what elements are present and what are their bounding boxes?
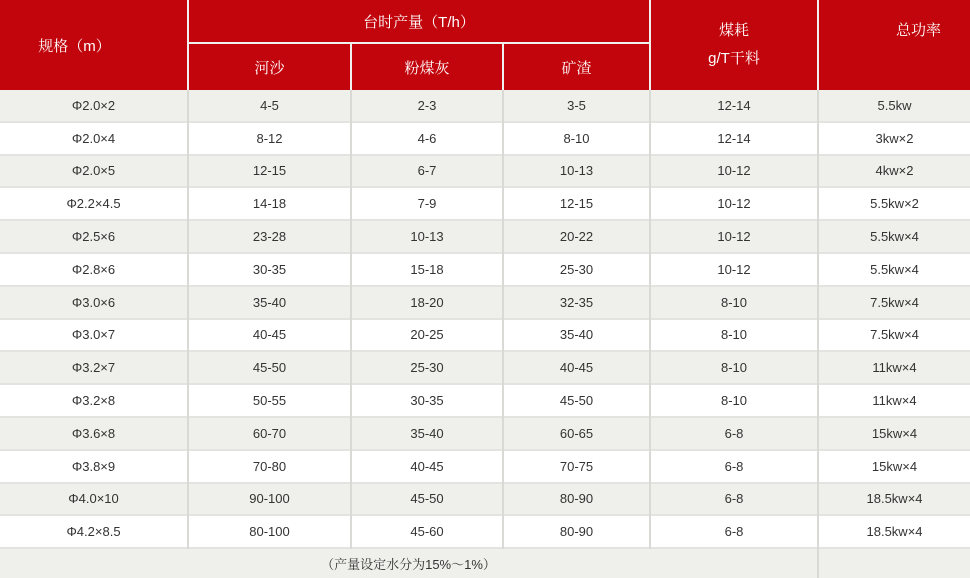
value-cell: 32-35 xyxy=(503,286,650,319)
col-header-power-label: 总功率 xyxy=(896,22,942,39)
spec-cell: Φ4.2×8.5 xyxy=(0,515,188,548)
value-cell: 6-8 xyxy=(650,483,818,516)
value-cell: 35-40 xyxy=(503,319,650,352)
value-cell: 20-22 xyxy=(503,220,650,253)
value-cell: 11kw×4 xyxy=(818,351,970,384)
value-cell: 4-5 xyxy=(188,90,351,122)
value-cell: 35-40 xyxy=(351,417,503,450)
table-row xyxy=(0,187,970,220)
table-row xyxy=(0,515,970,548)
value-cell: 10-12 xyxy=(650,155,818,188)
value-cell: 45-50 xyxy=(351,483,503,516)
spec-cell: Φ3.2×8 xyxy=(0,384,188,417)
value-cell: 11kw×4 xyxy=(818,384,970,417)
col-header-river-sand: 河沙 xyxy=(188,43,351,90)
value-cell: 30-35 xyxy=(188,253,351,286)
value-cell: 6-8 xyxy=(650,450,818,483)
value-cell: 10-13 xyxy=(503,155,650,188)
value-cell: 12-15 xyxy=(503,187,650,220)
value-cell: 5.5kw×4 xyxy=(818,253,970,286)
table-row xyxy=(0,220,970,253)
footer-row xyxy=(0,548,970,578)
value-cell: 5.5kw×4 xyxy=(818,220,970,253)
value-cell: 60-65 xyxy=(503,417,650,450)
value-cell: 10-12 xyxy=(650,187,818,220)
value-cell: 14-18 xyxy=(188,187,351,220)
table-row xyxy=(0,351,970,384)
value-cell: 18-20 xyxy=(351,286,503,319)
value-cell: 6-8 xyxy=(650,515,818,548)
value-cell: 3-5 xyxy=(503,90,650,122)
footer-empty-cell xyxy=(818,548,970,578)
spec-cell: Φ3.2×7 xyxy=(0,351,188,384)
value-cell: 18.5kw×4 xyxy=(818,483,970,516)
value-cell: 45-50 xyxy=(188,351,351,384)
value-cell: 20-25 xyxy=(351,319,503,352)
value-cell: 40-45 xyxy=(503,351,650,384)
spec-cell: Φ3.0×6 xyxy=(0,286,188,319)
value-cell: 6-8 xyxy=(650,417,818,450)
col-header-slag: 矿渣 xyxy=(503,43,650,90)
value-cell: 80-100 xyxy=(188,515,351,548)
value-cell: 18.5kw×4 xyxy=(818,515,970,548)
col-header-coal-line1: 煤耗 xyxy=(719,22,750,39)
value-cell: 4-6 xyxy=(351,122,503,155)
value-cell: 7.5kw×4 xyxy=(818,319,970,352)
value-cell: 70-80 xyxy=(188,450,351,483)
value-cell: 3kw×2 xyxy=(818,122,970,155)
table-body xyxy=(0,90,970,548)
table-row xyxy=(0,122,970,155)
value-cell: 40-45 xyxy=(351,450,503,483)
value-cell: 45-60 xyxy=(351,515,503,548)
value-cell: 7.5kw×4 xyxy=(818,286,970,319)
value-cell: 30-35 xyxy=(351,384,503,417)
table-row xyxy=(0,155,970,188)
value-cell: 80-90 xyxy=(503,483,650,516)
table-row xyxy=(0,286,970,319)
col-header-spec: 规格（m） xyxy=(0,0,188,90)
value-cell: 5.5kw xyxy=(818,90,970,122)
value-cell: 10-12 xyxy=(650,253,818,286)
value-cell: 10-12 xyxy=(650,220,818,253)
value-cell: 8-10 xyxy=(650,319,818,352)
value-cell: 80-90 xyxy=(503,515,650,548)
spec-cell: Φ2.0×4 xyxy=(0,122,188,155)
value-cell: 5.5kw×2 xyxy=(818,187,970,220)
value-cell: 8-10 xyxy=(650,351,818,384)
header-row-1 xyxy=(0,0,970,43)
value-cell: 40-45 xyxy=(188,319,351,352)
table-row xyxy=(0,384,970,417)
table-row xyxy=(0,90,970,122)
value-cell: 8-10 xyxy=(503,122,650,155)
spec-cell: Φ4.0×10 xyxy=(0,483,188,516)
value-cell: 6-7 xyxy=(351,155,503,188)
spec-cell: Φ3.6×8 xyxy=(0,417,188,450)
value-cell: 10-13 xyxy=(351,220,503,253)
value-cell: 7-9 xyxy=(351,187,503,220)
value-cell: 12-14 xyxy=(650,90,818,122)
value-cell: 8-12 xyxy=(188,122,351,155)
table-row xyxy=(0,450,970,483)
spec-cell: Φ2.2×4.5 xyxy=(0,187,188,220)
footer-note: （产量设定水分为15%～1%） xyxy=(0,548,818,578)
col-header-coal xyxy=(650,0,818,90)
value-cell: 15kw×4 xyxy=(818,450,970,483)
value-cell: 4kw×2 xyxy=(818,155,970,188)
spec-cell: Φ3.8×9 xyxy=(0,450,188,483)
header-spacer xyxy=(867,45,970,73)
spec-cell: Φ3.0×7 xyxy=(0,319,188,352)
table-row xyxy=(0,319,970,352)
spec-cell: Φ2.8×6 xyxy=(0,253,188,286)
col-header-fly-ash: 粉煤灰 xyxy=(351,43,503,90)
value-cell: 8-10 xyxy=(650,384,818,417)
col-header-coal-line2: g/T干料 xyxy=(708,50,760,67)
value-cell: 12-15 xyxy=(188,155,351,188)
value-cell: 45-50 xyxy=(503,384,650,417)
value-cell: 15-18 xyxy=(351,253,503,286)
spec-cell: Φ2.5×6 xyxy=(0,220,188,253)
spec-cell: Φ2.0×2 xyxy=(0,90,188,122)
value-cell: 50-55 xyxy=(188,384,351,417)
value-cell: 25-30 xyxy=(503,253,650,286)
value-cell: 15kw×4 xyxy=(818,417,970,450)
col-header-output-group: 台时产量（T/h） xyxy=(188,0,650,43)
table-row xyxy=(0,253,970,286)
table-row xyxy=(0,483,970,516)
table-row xyxy=(0,417,970,450)
value-cell: 25-30 xyxy=(351,351,503,384)
table-header xyxy=(0,0,970,90)
value-cell: 60-70 xyxy=(188,417,351,450)
value-cell: 70-75 xyxy=(503,450,650,483)
value-cell: 23-28 xyxy=(188,220,351,253)
col-header-power xyxy=(818,0,970,90)
value-cell: 2-3 xyxy=(351,90,503,122)
value-cell: 8-10 xyxy=(650,286,818,319)
spec-cell: Φ2.0×5 xyxy=(0,155,188,188)
value-cell: 35-40 xyxy=(188,286,351,319)
value-cell: 12-14 xyxy=(650,122,818,155)
value-cell: 90-100 xyxy=(188,483,351,516)
table-footer xyxy=(0,548,970,578)
